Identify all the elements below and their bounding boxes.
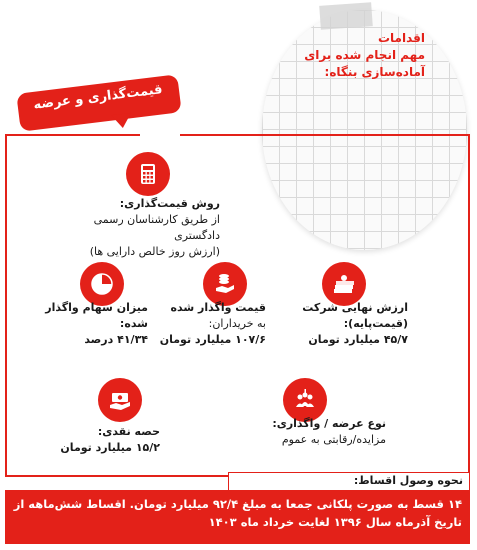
note-title: اقدامات مهم انجام شده برای آماده‌سازی بنگاه: xyxy=(304,31,425,79)
pricing-method: روش قیمت‌گذاری: از طریق کارشناسان رسمی دادگستری (ارزش روز خالص دارایی ها) xyxy=(89,197,220,258)
company-value: ارزش نهایی شرکت (قیمت‌پایه): ۴۵/۷ میلیارد تومان xyxy=(302,301,408,346)
frame-notch xyxy=(140,124,180,138)
section-tag-tail xyxy=(111,113,133,129)
money-hand-icon xyxy=(98,378,142,422)
shares-transferred: میزان سهام واگذار شده: ۴۱/۳۴ درصد xyxy=(45,301,148,346)
transferred-price: قیمت واگذار شده به خریداران: ۱۰۷/۶ میلیارد تومان xyxy=(159,301,266,346)
installments-heading: نحوه وصول اقساط: xyxy=(228,472,470,490)
offer-type: نوع عرضه / واگذاری: مزایده/رقابتی به عموم xyxy=(272,417,386,446)
section-tag-label: قیمت‌گذاری و عرضه xyxy=(32,82,164,113)
installments-body: ۱۴ قسط به صورت پلکانی جمعا به مبلغ ۹۲/۴ میلیارد تومان. اقساط شش‌ماهه از تاریخ آذرماه سال ۱۳۹۶ لغایت خرداد ماه ۱۴۰۳ xyxy=(5,490,470,544)
tape-strip xyxy=(319,2,373,30)
cash-share: حصه نقدی: ۱۵/۲ میلیارد تومان xyxy=(60,425,160,454)
calculator-icon xyxy=(126,152,170,196)
